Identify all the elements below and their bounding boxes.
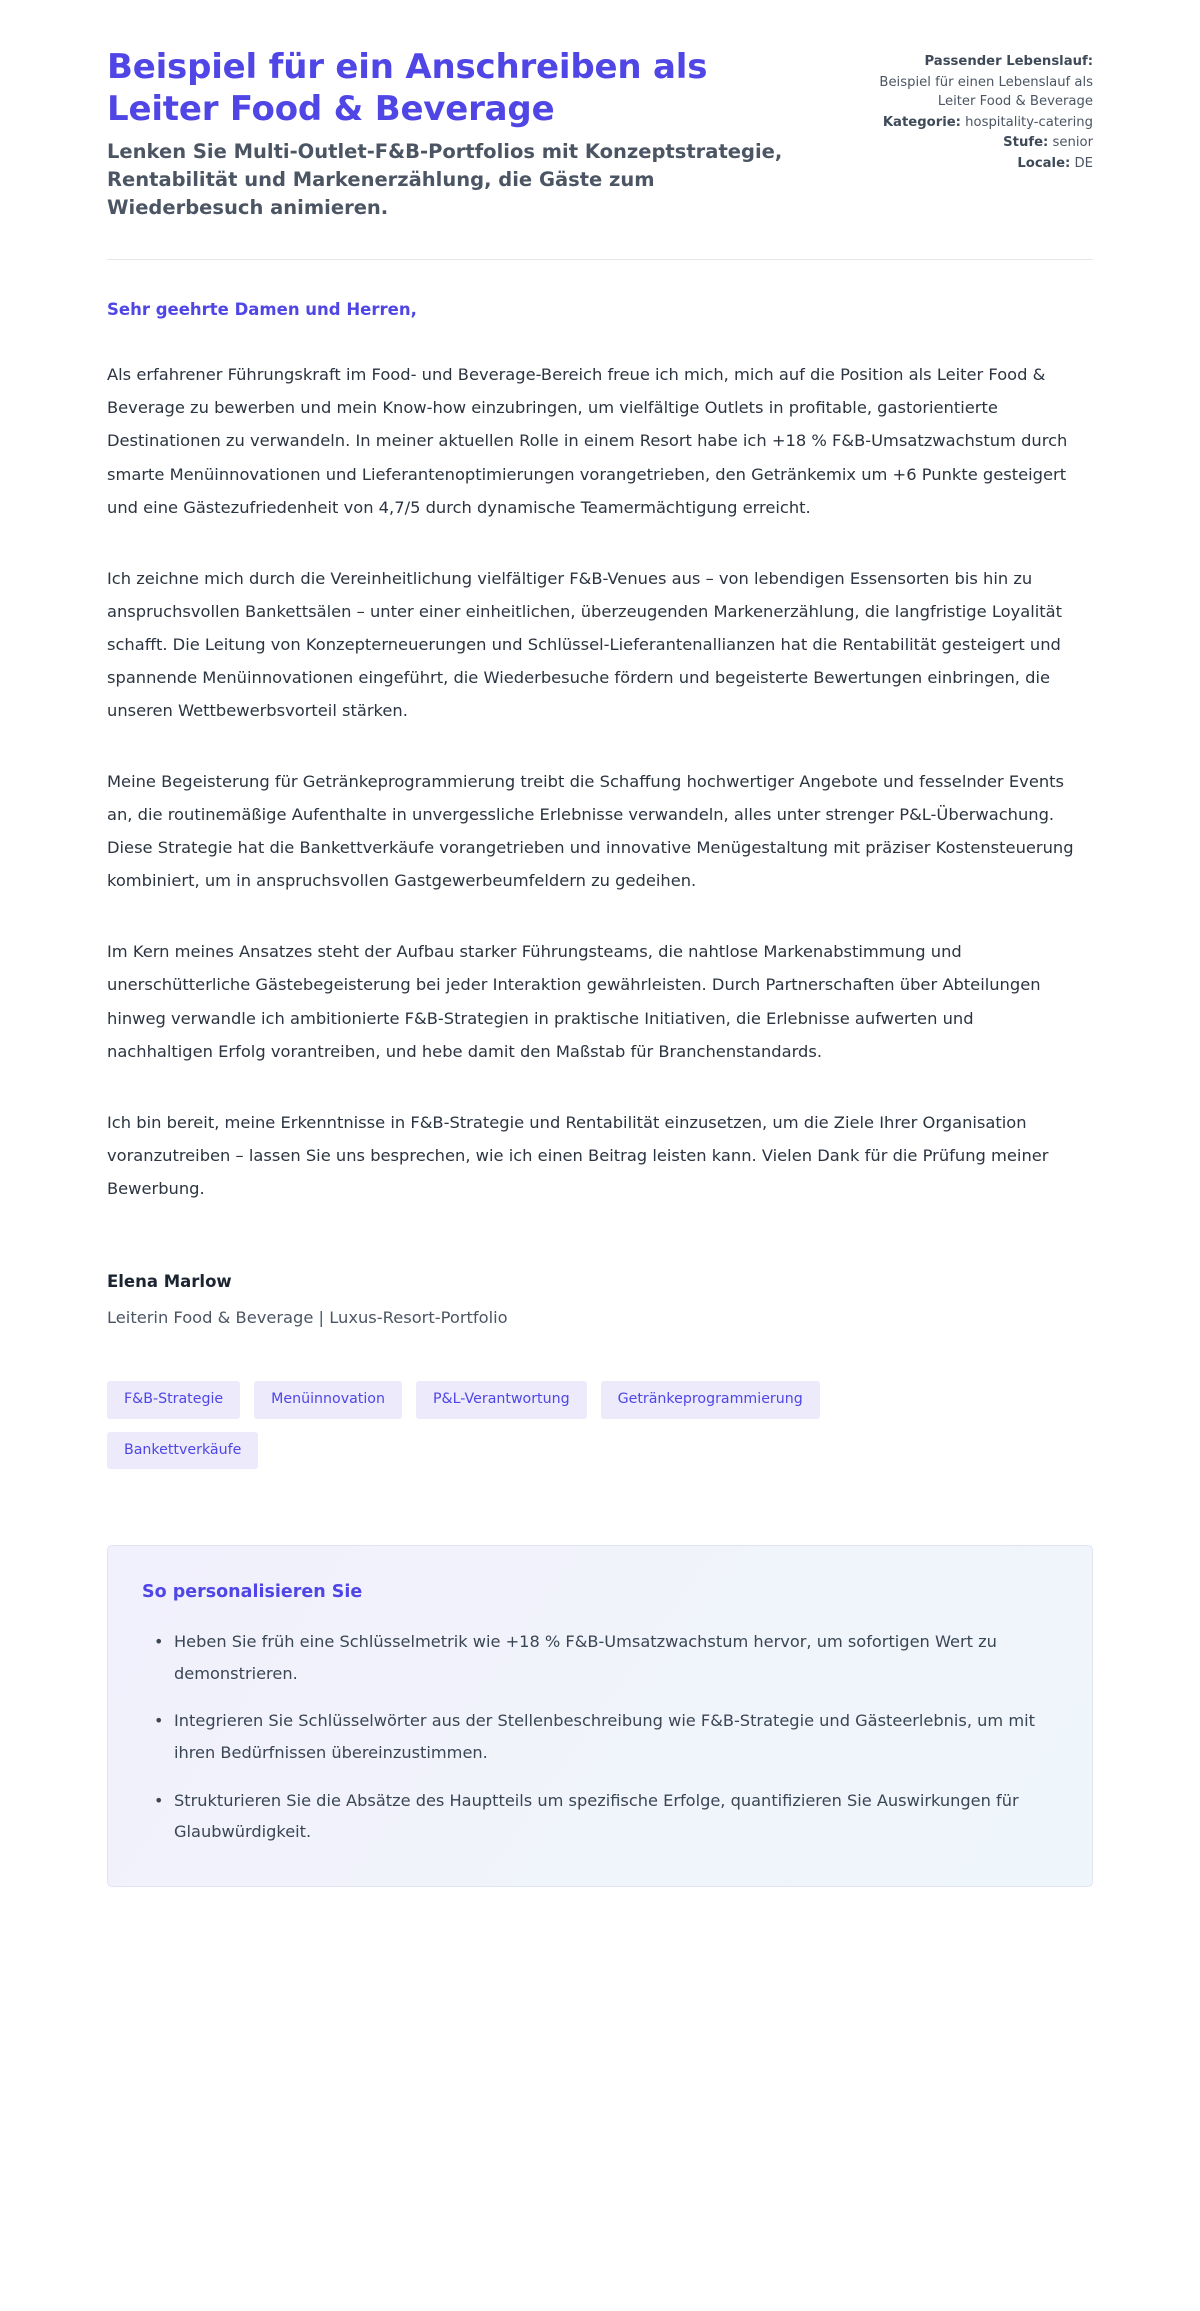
skill-tag[interactable]: Menüinnovation (254, 1381, 402, 1418)
page-header (0, 0, 1200, 223)
callout-tip-item: • Strukturieren Sie die Absätze des Hauptteils um spezifische Erfolge, quantifizieren Sie Auswirkungen für Glaubwürdigkeit. (164, 1785, 1056, 1848)
metadata-locale-label: Locale: (1017, 155, 1071, 171)
letter-paragraph: Ich bin bereit, meine Erkenntnisse in F&B-Strategie und Rentabilität einzusetzen, um die Ziele Ihrer Organisation voranzutreiben – lassen Sie uns besprechen, wie ich einen Beitrag leisten kann. Vielen Dank für die Prüfung meiner Bewerbung. (107, 1112, 1049, 1198)
signature-name: Elena Marlow (107, 1271, 232, 1291)
page-subtitle: Lenken Sie Multi-Outlet-F&B-Portfolios mit Konzeptstrategie, Rentabilität und Markenerzählung, die Gäste zum Wiederbesuch animieren. (107, 140, 783, 220)
skill-tag[interactable]: F&B-Strategie (107, 1381, 240, 1418)
letter-signature (0, 1269, 1200, 1331)
skill-tag[interactable]: Getränkeprogrammierung (601, 1381, 820, 1418)
skill-tag[interactable]: P&L-Verantwortung (416, 1381, 587, 1418)
page-title: Beispiel für ein Anschreiben als Leiter Food & Beverage (107, 47, 708, 130)
metadata-category-value: hospitality-catering (965, 114, 1093, 130)
signature-role: Leiterin Food & Beverage | Luxus-Resort-Portfolio (107, 1308, 508, 1328)
metadata-category (861, 113, 1093, 133)
letter-body (0, 298, 1200, 1205)
metadata-locale (861, 154, 1093, 174)
document-metadata (861, 46, 1093, 174)
letter-paragraph: Ich zeichne mich durch die Vereinheitlichung vielfältiger F&B-Venues aus – von lebendigen Essensorten bis hin zu anspruchsvollen Bankettsälen – unter einer einheitlichen, überzeugenden Markenerzählung, die langfristige Loyalität schafft. Die Leitung von Konzepterneuerungen und Schlüssel-Lieferantenallianzen hat die Rentabilität gesteigert und spannende Menüinnovationen eingeführt, die Wiederbesuche fördern und begeisterte Bewertungen einbringen, die unseren Wettbewerbsvorteil stärken. (107, 568, 1062, 720)
skill-tag-list (0, 1381, 1010, 1468)
letter-salutation: Sehr geehrte Damen und Herren, (107, 299, 417, 319)
callout-title: So personalisieren Sie (142, 1581, 363, 1602)
skill-tag[interactable]: Bankettverkäufe (107, 1432, 258, 1469)
callout-tip-list (142, 1626, 1056, 1848)
header-divider (107, 259, 1093, 260)
metadata-resume-label: Passender Lebenslauf: (924, 54, 1093, 69)
letter-paragraphs (107, 358, 1093, 1205)
header-title-block (107, 46, 797, 223)
letter-paragraph: Meine Begeisterung für Getränkeprogrammierung treibt die Schaffung hochwertiger Angebote und fesselnder Events an, die routinemäßige Aufenthalte in unvergessliche Erlebnisse verwandeln, alles unter strenger P&L-Überwachung. Diese Strategie hat die Bankettverkäufe vorangetrieben und innovative Menügestaltung mit präziser Kostensteuerung kombiniert, um in anspruchsvollen Gastgewerbeumfeldern zu gedeihen. (107, 772, 1074, 891)
metadata-resume-value-line (861, 73, 1093, 112)
metadata-resume (861, 52, 1093, 72)
letter-paragraph: Im Kern meines Ansatzes steht der Aufbau starker Führungsteams, die nahtlose Markenabstimmung und unerschütterliche Gästebegeisterung bei jeder Interaktion gewährleisten. Durch Partnerschaften über Abteilungen hinweg verwandle ich ambitionierte F&B-Strategien in praktische Initiativen, die Erlebnisse aufwerten und nachhaltigen Erfolg vorantreiben, und hebe damit den Maßstab für Branchenstandards. (107, 942, 1041, 1061)
metadata-level-label: Stufe: (1003, 135, 1049, 151)
personalization-callout (107, 1545, 1093, 1887)
callout-tip-item: • Integrieren Sie Schlüsselwörter aus der Stellenbeschreibung wie F&B-Strategie und Gästeerlebnis, um mit ihren Bedürfnissen übereinzustimmen. (164, 1705, 1056, 1768)
metadata-category-label: Kategorie: (882, 114, 961, 130)
letter-paragraph: Als erfahrener Führungskraft im Food- und Beverage-Bereich freue ich mich, mich auf die Position als Leiter Food & Beverage zu bewerben und mein Know-how einzubringen, um vielfältige Outlets in profitable, gastorientierte Destinationen zu verwandeln. In meiner aktuellen Rolle in einem Resort habe ich +18 % F&B-Umsatzwachstum durch smarte Menüinnovationen und Lieferantenoptimierungen vorangetrieben, den Getränkemix um +6 Punkte gesteigert und eine Gästezufriedenheit von 4,7/5 durch dynamische Teamermächtigung erreicht. (107, 365, 1068, 517)
metadata-resume-value: Beispiel für einen Lebenslauf als Leiter Food & Beverage (879, 74, 1093, 110)
metadata-level-value: senior (1052, 135, 1093, 151)
metadata-level (861, 133, 1093, 153)
callout-tip-item: • Heben Sie früh eine Schlüsselmetrik wie +18 % F&B-Umsatzwachstum hervor, um sofortigen Wert zu demonstrieren. (164, 1626, 1056, 1689)
metadata-locale-value: DE (1074, 155, 1093, 171)
bottom-spacer (0, 1887, 1200, 1947)
